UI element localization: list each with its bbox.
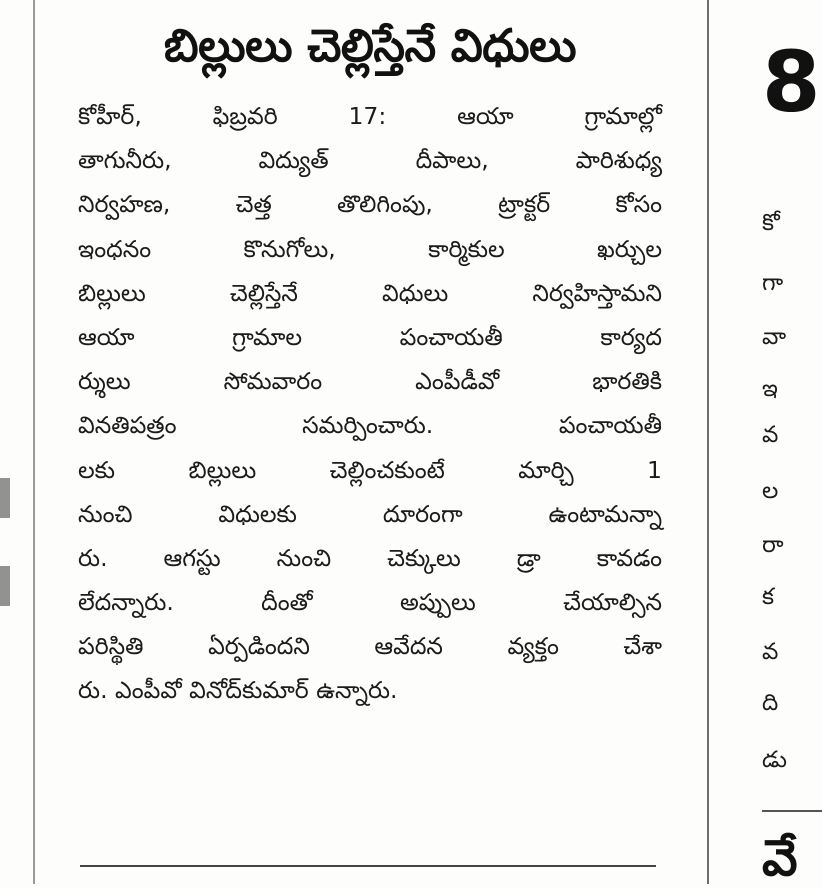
- article-headline: బిల్లులు చెల్లిస్తేనే విధులు: [163, 19, 577, 72]
- adjacent-article-line-fragment: ది: [762, 690, 779, 716]
- left-column-text-fragment: [0, 478, 10, 518]
- article-line: లేదన్నారు. దీంతో అప్పులు చేయాల్సిన: [78, 588, 662, 617]
- article-line: రు. ఎంపీవో వినోద్‌కుమార్ ఉన్నారు.: [78, 676, 398, 705]
- article-line: ర్శులు సోమవారం ఎంపీడీవో భారతికి: [78, 367, 662, 396]
- article-line: కోహీర్, ఫిబ్రవరి 17: ఆయా గ్రామాల్లో: [78, 102, 662, 130]
- adjacent-article-line-fragment: కో: [762, 210, 780, 236]
- adjacent-article-line-fragment: రా: [762, 532, 784, 558]
- adjacent-article-line-fragment: వ: [762, 639, 779, 665]
- adjacent-article: [740, 0, 821, 887]
- adjacent-headline-fragment: 8: [762, 33, 821, 131]
- article-line: పరిస్థితి ఏర్పడిందని ఆవేదన వ్యక్తం చేశా: [78, 632, 662, 661]
- adjacent-article-line-fragment: వ: [762, 422, 779, 448]
- news-article: [78, 14, 662, 713]
- article-line: బిల్లులు చెల్లిస్తేనే విధులు నిర్వహిస్తామని: [78, 278, 662, 307]
- adjacent-article-line-fragment: డు: [762, 747, 787, 773]
- article-line: లకు బిల్లులు చెల్లించకుంటే మార్చి 1: [78, 455, 662, 484]
- adjacent-article-line-fragment: క: [762, 584, 775, 610]
- adjacent-next-headline-fragment: వే: [762, 829, 798, 887]
- article-line: తాగునీరు, విద్యుత్ దీపాలు, పారిశుధ్య: [78, 146, 662, 175]
- adjacent-article-line-fragment: గా: [762, 270, 784, 296]
- left-column-text-fragment: [0, 566, 10, 606]
- article-line: వినతిపత్రం సమర్పించారు. పంచాయతీ: [78, 411, 662, 440]
- article-line: నిర్వహణ, చెత్త తొలిగింపు, ట్రాక్టర్ కోసం: [78, 190, 662, 219]
- adjacent-article-rule: [762, 810, 822, 812]
- article-line: నుంచి విధులకు దూరంగా ఉంటామన్నా: [78, 499, 662, 528]
- article-line: రు. ఆగస్టు నుంచి చెక్కులు డ్రా కావడం: [78, 543, 662, 572]
- column-divider: [707, 0, 709, 884]
- article-line: ఇంధనం కొనుగోలు, కార్మికుల ఖర్చుల: [78, 234, 662, 263]
- left-column-rule: [33, 0, 35, 884]
- adjacent-article-line-fragment: వా: [762, 324, 787, 350]
- adjacent-article-line-fragment: ల: [762, 478, 779, 504]
- article-body: [78, 94, 662, 713]
- article-line: ఆయా గ్రామాల పంచాయతీ కార్యద: [78, 322, 662, 351]
- adjacent-article-line-fragment: ఇ: [762, 376, 778, 402]
- article-bottom-rule: [80, 865, 656, 867]
